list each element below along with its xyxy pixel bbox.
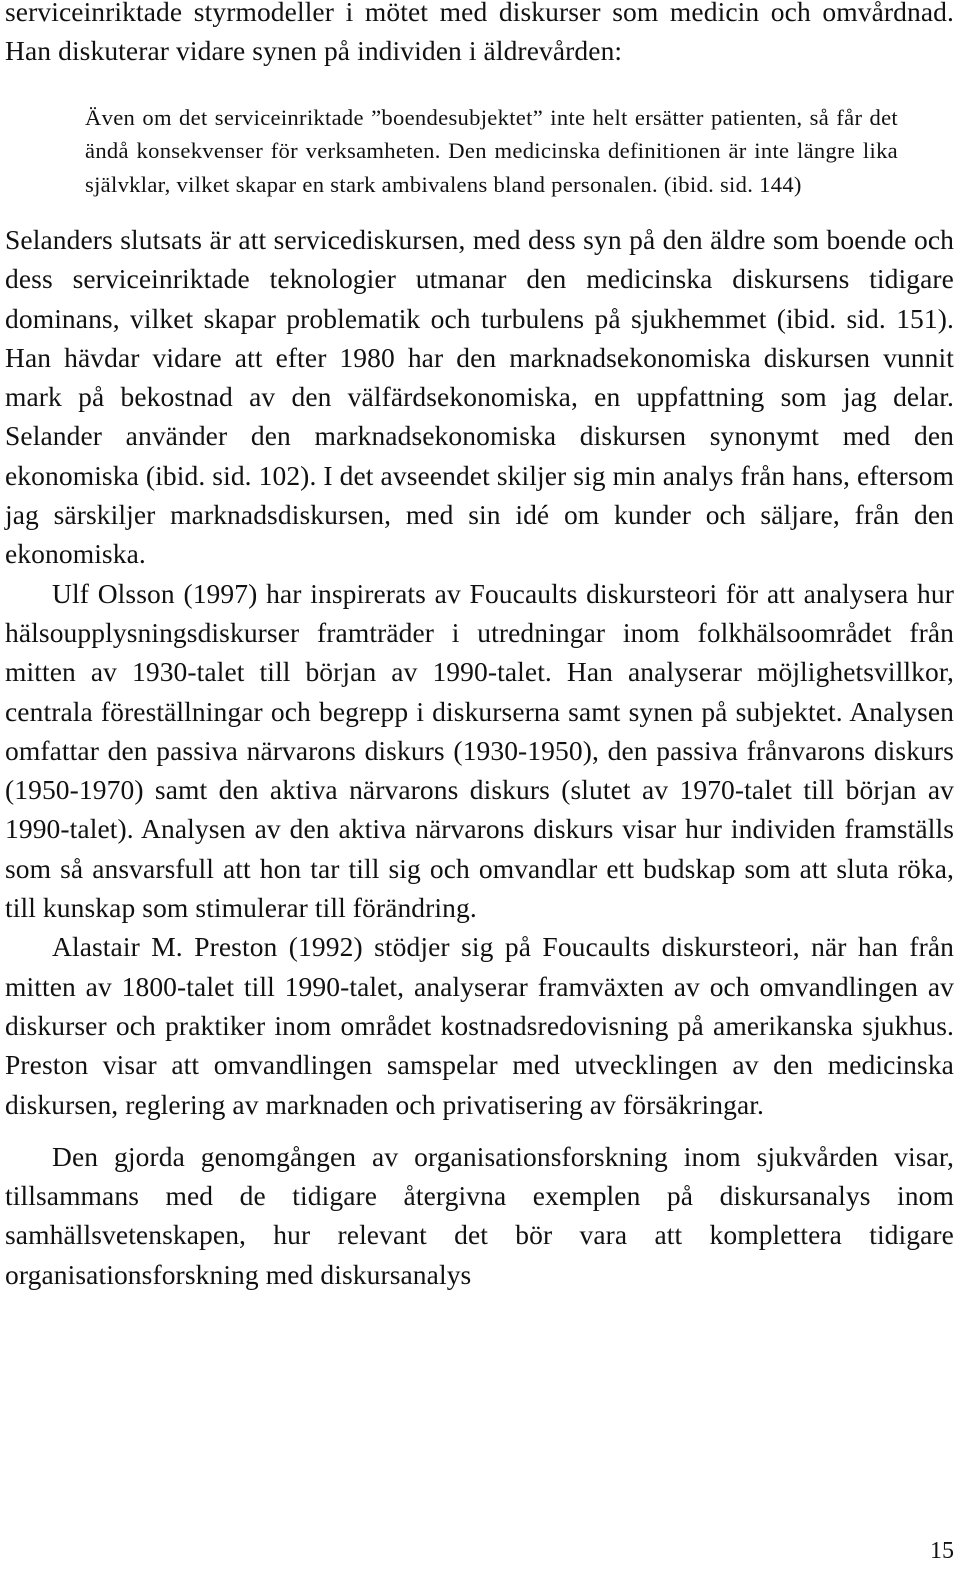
lead-in-paragraph: serviceinriktade styrmodeller i mötet med diskurser som medicin och omvårdnad. Han diskuterar vidare synen på individen i äldrevården: [5, 0, 954, 67]
paragraph-selander-conclusion: Selanders slutsats är att servicediskursen, med dess syn på den äldre som boende och dess serviceinriktade teknologier utmanar den medicinska diskursens tidigare dominans, vilket skapar problematik och turbulens på sjukhemmet (ibid. sid. 151). Han hävdar vidare att efter 1980 har den marknadsekonomiska diskursen vunnit mark på bekostnad av den välfärdsekonomiska, en uppfattning som jag delar. Selander använder den marknadsekonomiska diskursen synonymt med den ekonomiska (ibid. sid. 102). I det avseendet skiljer sig min analys från hans, eftersom jag särskiljer marknadsdiskursen, med sin idé om kunder och säljare, från den ekonomiska. [5, 223, 954, 570]
paragraph-preston: Alastair M. Preston (1992) stödjer sig på Foucaults diskursteori, när han från mitten av 1800-talet till 1990-talet, analyserar framväxten av och omvandlingen av diskurser och praktiker inom området kostnadsredovisning på amerikanska sjukhus. Preston visar att omvandlingen samspelar med utvecklingen av den medicinska diskursen, reglering av marknaden och privatisering av försäkringar. [5, 931, 954, 1120]
page-number: 15 [930, 1538, 954, 1564]
block-quote: Även om det serviceinriktade ”boendesubjektet” inte helt ersätter patienten, så får det ändå konsekvenser för verksamheten. Den medicinska definitionen är inte längre lika självklar, vilket skapar en stark ambivalens bland personalen. (ibid. sid. 144) [85, 104, 898, 198]
document-page [5, 0, 954, 1294]
paragraph-olsson: Ulf Olsson (1997) har inspirerats av Foucaults diskursteori för att analysera hur hälsoupplysningsdiskurser framträder i utredningar inom folkhälsoområdet från mitten av 1930-talet till början av 1990-talet. Han analyserar möjlighetsvillkor, centrala föreställningar och begrepp i diskurserna samt synen på subjektet. Analysen omfattar den passiva närvarons diskurs (1930-1950), den passiva frånvarons diskurs (1950-1970) samt den aktiva närvarons diskurs (slutet av 1970-talet till början av 1990-talet). Analysen av den aktiva närvarons diskurs visar hur individen framställs som så ansvarsfull att hon tar till sig och omvandlar ett budskap som att sluta röka, till kunskap som stimulerar till förändring. [5, 577, 954, 924]
paragraph-summary: Den gjorda genomgången av organisationsforskning inom sjukvården visar, tillsammans med de tidigare återgivna exemplen på diskursanalys inom samhällsvetenskapen, hur relevant det bör vara att komplettera tidigare organisationsforskning med diskursanalys [5, 1140, 954, 1290]
